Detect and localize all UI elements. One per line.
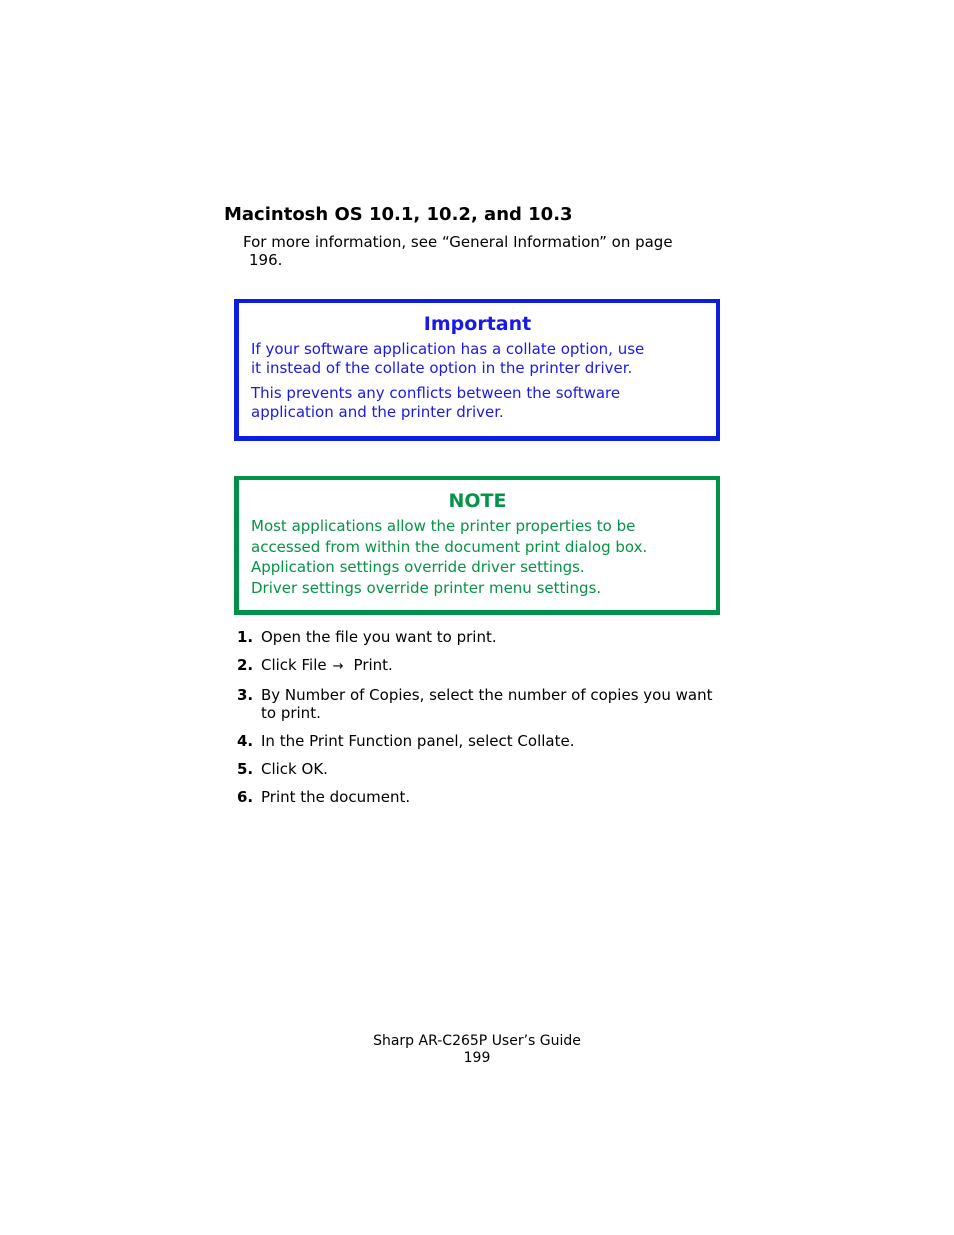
important-p2-line-2: application and the printer driver. bbox=[251, 403, 504, 421]
step-number: 6. bbox=[237, 788, 254, 806]
step-text: Click File bbox=[261, 656, 327, 674]
step-item bbox=[237, 656, 737, 676]
important-p2-line-1: This prevents any conflicts between the software bbox=[251, 384, 621, 402]
intro-text bbox=[243, 233, 713, 269]
footer-guide-title: Sharp AR-C265P User’s Guide bbox=[373, 1033, 581, 1049]
page-footer bbox=[0, 1033, 954, 1067]
step-text: Click OK. bbox=[261, 760, 328, 778]
important-paragraph-1 bbox=[239, 340, 716, 378]
step-text: Print the document. bbox=[261, 788, 411, 806]
note-box bbox=[234, 476, 720, 615]
arrow-right-icon: → bbox=[332, 659, 344, 674]
note-line: Most applications allow the printer properties to be bbox=[251, 517, 636, 535]
step-text: In the Print Function panel, select Collate. bbox=[261, 732, 575, 750]
section-heading: Macintosh OS 10.1, 10.2, and 10.3 bbox=[224, 204, 573, 225]
important-p1-line-1: If your software application has a collate option, use bbox=[251, 340, 645, 358]
step-number: 5. bbox=[237, 760, 254, 778]
step-text: By Number of Copies, select the number of copies you want bbox=[261, 686, 713, 704]
important-p1-line-2: it instead of the collate option in the printer driver. bbox=[251, 359, 633, 377]
steps-list bbox=[237, 628, 737, 816]
intro-page-link[interactable]: 196. bbox=[249, 251, 283, 269]
note-line: Application settings override driver settings. bbox=[251, 558, 585, 576]
note-line: accessed from within the document print dialog box. bbox=[251, 537, 648, 556]
step-text: Open the file you want to print. bbox=[261, 628, 497, 646]
intro-line-1: For more information, see “General Information” on page bbox=[243, 233, 673, 251]
note-title: NOTE bbox=[448, 490, 507, 512]
step-text: Print. bbox=[353, 656, 393, 674]
important-title: Important bbox=[423, 313, 532, 335]
footer-page-number: 199 bbox=[463, 1050, 491, 1066]
step-number: 1. bbox=[237, 628, 254, 646]
step-item bbox=[237, 732, 737, 750]
step-item bbox=[237, 628, 737, 646]
step-number: 2. bbox=[237, 656, 254, 674]
important-box bbox=[234, 299, 720, 441]
important-paragraph-2 bbox=[239, 384, 716, 422]
note-line: Driver settings override printer menu settings. bbox=[251, 578, 602, 597]
step-item bbox=[237, 760, 737, 778]
step-text: to print. bbox=[261, 704, 321, 722]
step-number: 3. bbox=[237, 686, 254, 704]
step-item bbox=[237, 686, 737, 722]
step-number: 4. bbox=[237, 732, 254, 750]
step-item bbox=[237, 788, 737, 806]
